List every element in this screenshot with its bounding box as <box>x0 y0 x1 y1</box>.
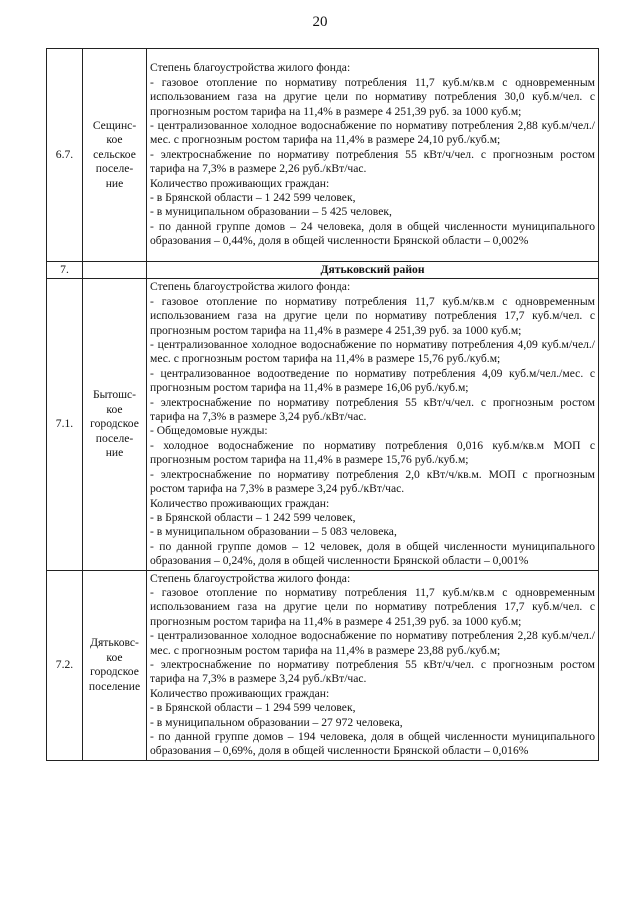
settlement-name <box>83 49 147 262</box>
description-line: - газовое отопление по нормативу потребления 11,7 куб.м/кв.м с одновременным использованием газа на другие цели по нормативу потребления 30,0 куб.м/чел. с прогнозным ростом тарифа на 11,4% в размере 4 251,39 руб. за 1000 куб.м; <box>150 75 595 118</box>
description-line: Количество проживающих граждан: <box>150 686 330 700</box>
settlement-name-line: Дятьковс- <box>90 636 139 650</box>
row-number: 7.2. <box>47 570 83 760</box>
description-line: - Общедомовые нужды: <box>150 424 268 438</box>
description-line: - в Брянской области – 1 242 599 человек, <box>150 510 356 524</box>
settlement-name-line: Бытошс- <box>92 388 137 402</box>
settlement-name-line: поселе- <box>95 431 134 445</box>
settlement-name-line: кое <box>106 402 123 416</box>
settlement-name-line: кое <box>106 133 123 147</box>
table-row-7 <box>47 262 599 279</box>
settlement-name <box>83 279 147 570</box>
empty-cell <box>83 262 147 279</box>
settlement-name-line: поселе- <box>95 162 134 176</box>
table-row-6-7 <box>47 49 599 262</box>
settlement-name-line: городское <box>90 417 139 431</box>
description-line: - электроснабжение по нормативу потребления 55 кВт/ч/чел. с прогнозным ростом тарифа на 7,3% в размере 2,26 руб./кВт/час. <box>150 147 595 176</box>
description-line: - в Брянской области – 1 294 599 человек, <box>150 701 356 715</box>
description-line: Степень благоустройства жилого фонда: <box>150 571 351 585</box>
description-line: Степень благоустройства жилого фонда: <box>150 61 351 75</box>
description-cell <box>147 570 599 760</box>
tariff-table <box>46 48 599 761</box>
description-line: - газовое отопление по нормативу потребления 11,7 куб.м/кв.м с одновременным использованием газа на другие цели по нормативу потребления 17,7 куб.м/чел. с прогнозным ростом тарифа на 11,4% в размере 4 251,39 руб. за 1000 куб.м; <box>150 585 595 628</box>
description-line: - централизованное водоотведение по нормативу потребления 4,09 куб.м/чел./мес. с прогнозным ростом тарифа на 11,4% в размере 16,06 руб./куб.м; <box>150 366 595 395</box>
table-row-7-2 <box>47 570 599 760</box>
table-row-7-1 <box>47 279 599 570</box>
settlement-name-line: поселение <box>88 679 141 693</box>
settlement-name-line: кое <box>106 650 123 664</box>
description-line: Степень благоустройства жилого фонда: <box>150 280 351 294</box>
settlement-name-line: ние <box>105 446 124 460</box>
description-line: - холодное водоснабжение по нормативу потребления 0,016 куб.м/кв.м МОП с прогнозным ростом тарифа на 11,4% в размере 15,76 руб./куб.м; <box>150 438 595 467</box>
description-line: - централизованное холодное водоснабжение по нормативу потребления 4,09 куб.м/чел./мес. с прогнозным ростом тарифа на 11,4% в размере 15,76 руб./куб.м; <box>150 338 595 366</box>
settlement-name-line: Сещинс- <box>92 118 137 132</box>
description-line: - в Брянской области – 1 242 599 человек, <box>150 191 356 205</box>
region-title: Дятьковский район <box>147 262 599 279</box>
description-line: - в муниципальном образовании – 5 083 человека, <box>150 525 397 539</box>
description-line: - электроснабжение по нормативу потребления 55 кВт/ч/чел. с прогнозным ростом тарифа на 7,3% в размере 3,24 руб./кВт/час. <box>150 395 595 424</box>
description-line: - централизованное холодное водоснабжение по нормативу потребления 2,28 куб.м/чел./мес. с прогнозным ростом тарифа на 11,4% в размере 23,88 руб./куб.м; <box>150 629 595 657</box>
description-line: - по данной группе домов – 12 человек, доля в общей численности муниципального образования – 0,24%, доля в общей численности Брянской области – 0,001% <box>150 539 595 568</box>
description-line: - электроснабжение по нормативу потребления 2,0 кВт/ч/кв.м. МОП с прогнозным ростом тарифа на 7,3% в размере 3,24 руб./кВт/час. <box>150 467 595 496</box>
description-line: - электроснабжение по нормативу потребления 55 кВт/ч/чел. с прогнозным ростом тарифа на 7,3% в размере 3,24 руб./кВт/час. <box>150 657 595 686</box>
description-line: - газовое отопление по нормативу потребления 11,7 куб.м/кв.м с одновременным использованием газа на другие цели по нормативу потребления 17,7 куб.м/чел. с прогнозным ростом тарифа на 11,4% в размере 4 251,39 руб. за 1000 куб.м; <box>150 294 595 337</box>
description-cell <box>147 49 599 262</box>
row-number: 6.7. <box>47 49 83 262</box>
description-line: - в муниципальном образовании – 5 425 человек, <box>150 205 392 219</box>
description-line: - по данной группе домов – 194 человека, доля в общей численности муниципального образования – 0,69%, доля в общей численности Брянской области – 0,016% <box>150 730 595 758</box>
row-number: 7.1. <box>47 279 83 570</box>
page-number: 20 <box>312 14 328 30</box>
settlement-name-line: ние <box>105 176 124 190</box>
description-line: - по данной группе домов – 24 человека, доля в общей численности муниципального образования – 0,44%, доля в общей численности Брянской области – 0,002% <box>150 219 595 248</box>
description-line: Количество проживающих граждан: <box>150 496 330 510</box>
description-line: - в муниципальном образовании – 27 972 человека, <box>150 715 403 729</box>
settlement-name-line: городское <box>90 665 139 679</box>
description-line: Количество проживающих граждан: <box>150 176 330 190</box>
settlement-name-line: сельское <box>93 147 136 161</box>
settlement-name <box>83 570 147 760</box>
description-cell <box>147 279 599 570</box>
row-number: 7. <box>47 262 83 279</box>
description-line: - централизованное холодное водоснабжение по нормативу потребления 2,88 куб.м/чел./мес. с прогнозным ростом тарифа на 11,4% в размере 24,10 руб./куб.м; <box>150 118 595 147</box>
